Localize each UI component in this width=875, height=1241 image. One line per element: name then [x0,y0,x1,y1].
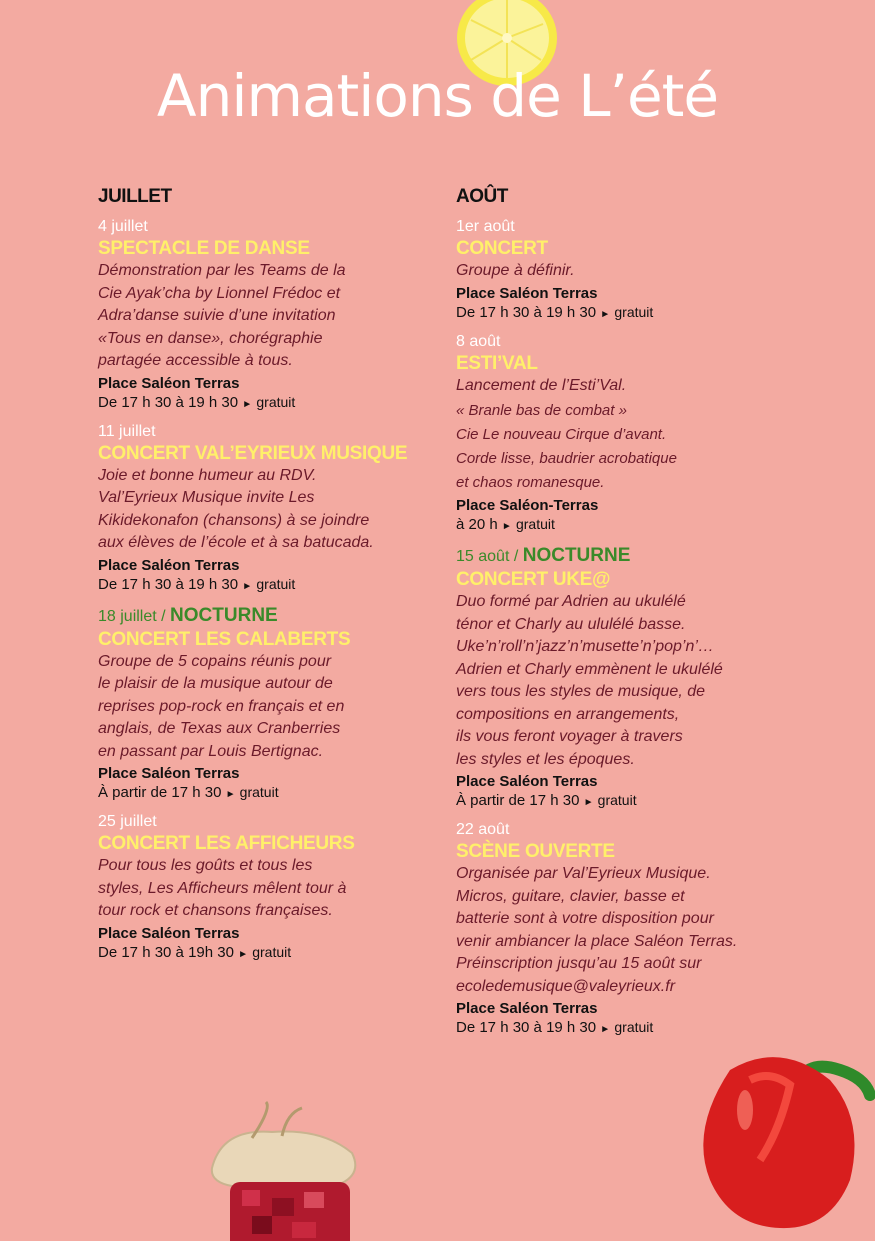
jam-jar-image [192,1098,382,1241]
arrow-icon: ► [600,1024,611,1035]
event-time: De 17 h 30 à 19 h 30 ► gratuit [456,1019,654,1036]
event-august-1 [456,218,786,321]
event-date: 11 juillet [98,422,156,440]
event-july-25 [98,813,428,961]
arrow-icon: ► [225,789,236,800]
event-august-15 [456,545,786,809]
event-description-details: « Branle bas de combat » Cie Le nouveau Cirque d’avant. Corde lisse, baudrier acrobatique et chaos romanesque. [456,402,677,491]
event-time: à 20 h ► gratuit [456,516,555,533]
event-place: Place Saléon-Terras [456,497,599,514]
email-text: ecoledemusique@valeyrieux.fr [456,977,676,995]
event-july-11 [98,423,428,593]
event-title: CONCERT LES CALABERTS [98,628,351,650]
event-place: Place Saléon Terras [98,374,240,392]
arrow-icon: ► [242,580,253,592]
event-july-18 [98,605,428,802]
month-heading-july: JUILLET [98,186,172,207]
event-description: Duo formé par Adrien au ukulélé ténor et Charly au ululélé basse. Uke’n’roll’n’jazz’n’musette’n’pop’n’… Adrien et Charly emmènent le ukulélé vers tous les styles de musique, de compositions en arrangements, ils vous feront voyager à travers les styles et les époques. [456,593,723,768]
event-description: Pour tous les goûts et tous les styles, Les Afficheurs mêlent tour à tour rock et chansons françaises. [98,857,347,919]
event-date: 18 juillet / NOCTURNE [98,604,278,626]
event-time: De 17 h 30 à 19 h 30 ► gratuit [98,393,296,411]
arrow-icon: ► [501,521,512,532]
event-description: Démonstration par les Teams de la Cie Ayak’cha by Lionnel Frédoc et Adra’danse suivie d’une invitation «Tous en danse», chorégraphie partagée accessible à tous. [98,262,346,369]
arrow-icon: ► [242,398,253,410]
event-title: SCÈNE OUVERTE [456,841,615,862]
red-pepper-image [690,1040,875,1230]
event-time: À partir de 17 h 30 ► gratuit [456,792,637,809]
event-description: Joie et bonne humeur au RDV. Val’Eyrieux Musique invite Les Kikidekonafon (chansons) à se joindre aux élèves de l’école et à sa batucada. [98,466,374,551]
event-title: CONCERT [456,238,548,259]
event-place: Place Saléon Terras [456,284,598,302]
event-date: 4 juillet [98,218,148,235]
event-description: Lancement de l’Esti’Val. [456,376,627,394]
event-time: De 17 h 30 à 19h 30 ► gratuit [98,943,292,961]
event-description: Groupe de 5 copains réunis pour le plaisir de la musique autour de reprises pop-rock en français et en anglais, de Texas aux Cranberries en passant par Louis Bertignac. [98,652,345,760]
event-place: Place Saléon Terras [456,1000,598,1017]
arrow-icon: ► [238,948,249,960]
event-place: Place Saléon Terras [98,765,240,782]
arrow-icon: ► [600,308,611,320]
august-column [456,186,786,1048]
event-time: À partir de 17 h 30 ► gratuit [98,784,279,801]
nocturne-label: NOCTURNE [522,545,631,566]
july-column [98,186,428,973]
event-date: 8 août [456,332,501,350]
nocturne-label: NOCTURNE [170,604,278,626]
month-heading-august: AOÛT [456,186,508,207]
event-title: CONCERT LES AFFICHEURS [98,833,355,854]
event-place: Place Saléon Terras [98,924,240,942]
event-date: 1er août [456,218,515,235]
event-time: De 17 h 30 à 19 h 30 ► gratuit [98,575,296,593]
event-title: ESTI’VAL [456,352,538,374]
event-date: 22 août [456,821,510,838]
event-august-8 [456,333,786,534]
event-august-22 [456,821,786,1036]
event-date: 15 août / NOCTURNE [456,545,631,566]
event-date: 25 juillet [98,813,157,830]
event-description: Groupe à définir. [456,262,575,279]
event-place: Place Saléon Terras [98,556,240,574]
event-title: CONCERT VAL’EYRIEUX MUSIQUE [98,442,408,464]
arrow-icon: ► [583,797,594,808]
event-july-4 [98,218,428,411]
event-title: CONCERT UKE@ [456,569,611,590]
page-title: Animations de L’été [156,62,719,130]
event-description: Organisée par Val’Eyrieux Musique. Micros, guitare, clavier, basse et batterie sont à votre disposition pour venir ambiancer la place Saléon Terras. Préinscription jusqu’au 15 août sur ecoledemusique@valeyrieux.fr [456,863,786,998]
event-place: Place Saléon Terras [456,773,598,790]
event-title: SPECTACLE DE DANSE [98,238,310,259]
event-time: De 17 h 30 à 19 h 30 ► gratuit [456,303,654,321]
